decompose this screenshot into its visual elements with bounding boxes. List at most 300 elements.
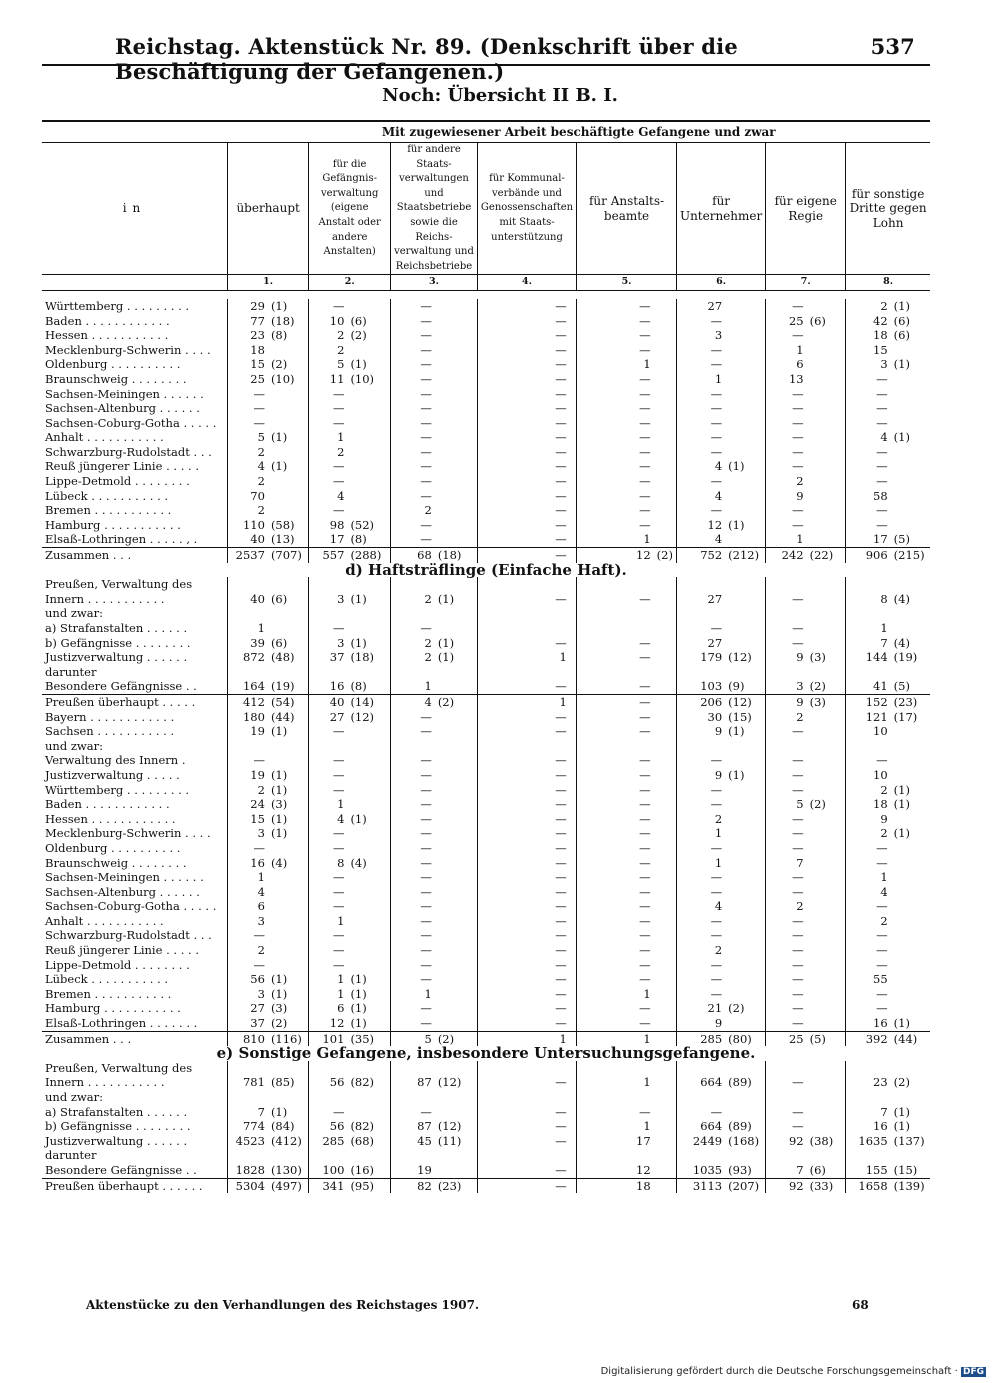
cell-value: — (577, 870, 654, 885)
table-row (42, 1016, 930, 1031)
cell-value: 2 (676, 943, 725, 958)
cell-parenthetical (435, 606, 478, 621)
cell-value: 7 (846, 636, 891, 651)
cell-parenthetical (435, 958, 478, 973)
cell-parenthetical: (1) (270, 1104, 288, 1119)
cell-parenthetical (268, 416, 309, 431)
cell-parenthetical: (1) (728, 724, 745, 739)
cell-parenthetical (435, 812, 478, 827)
cell-parenthetical: (288) (347, 548, 390, 563)
cell-value: — (766, 928, 807, 943)
row-label: Justizverwaltung . . . . . (45, 767, 180, 782)
cell-parenthetical (725, 812, 766, 827)
cell-value: — (676, 357, 725, 372)
cell-value: — (391, 885, 435, 900)
cell-value: — (309, 299, 348, 314)
cell-value: 12 (676, 518, 725, 533)
table-row (42, 1001, 930, 1016)
cell-value: 25 (766, 1031, 807, 1046)
row-label: Preußen überhaupt . . . . . (42, 694, 227, 709)
cell-parenthetical: (6) (270, 635, 288, 650)
cell-parenthetical (725, 1148, 766, 1163)
cell-value: 3 (676, 328, 725, 343)
cell-value: — (309, 826, 348, 841)
cell-value: — (391, 812, 435, 827)
cell-parenthetical (435, 430, 478, 445)
cell-value: 16 (227, 856, 267, 871)
cell-parenthetical (347, 416, 390, 431)
cell-value (766, 606, 807, 621)
cell-value: 1 (309, 914, 348, 929)
cell-parenthetical (725, 387, 766, 402)
cell-value (477, 1090, 569, 1105)
cell-value: — (766, 636, 807, 651)
cell-parenthetical (435, 710, 478, 725)
cell-value: — (846, 958, 891, 973)
cell-value: — (766, 1105, 807, 1120)
cell-parenthetical (570, 841, 577, 856)
cell-parenthetical (654, 1075, 677, 1090)
cell-value: 7 (227, 1105, 267, 1120)
cell-parenthetical (570, 459, 577, 474)
cell-value: 1 (577, 532, 654, 547)
cell-value: — (577, 343, 654, 358)
cell-value: — (577, 416, 654, 431)
cell-value: — (577, 489, 654, 504)
cell-value: — (309, 621, 348, 636)
cell-value: — (477, 489, 569, 504)
cell-parenthetical (807, 958, 846, 973)
cell-parenthetical (654, 387, 677, 402)
cell-parenthetical (570, 1061, 577, 1076)
cell-parenthetical (891, 870, 930, 885)
cell-parenthetical: (6) (809, 313, 826, 328)
cell-value: — (846, 518, 891, 533)
cell-parenthetical (807, 739, 846, 754)
cell-parenthetical: (5) (893, 679, 910, 694)
cell-value: 144 (846, 650, 891, 665)
cell-value (577, 577, 654, 592)
cell-value: — (477, 856, 569, 871)
cell-value: — (846, 372, 891, 387)
table-row (42, 1163, 930, 1178)
cell-parenthetical: (1) (728, 459, 745, 474)
cell-parenthetical (268, 841, 309, 856)
table-row (42, 856, 930, 871)
cell-value: 16 (309, 679, 348, 694)
cell-value: — (676, 343, 725, 358)
cell-parenthetical (435, 870, 478, 885)
cell-parenthetical (891, 474, 930, 489)
cell-value: — (391, 1105, 435, 1120)
cell-parenthetical (725, 783, 766, 798)
cell-parenthetical (654, 577, 677, 592)
cell-parenthetical (654, 826, 677, 841)
cell-parenthetical (725, 299, 766, 314)
cell-value: 23 (227, 328, 267, 343)
cell-parenthetical (725, 503, 766, 518)
cell-parenthetical (435, 445, 478, 460)
row-label: darunter (45, 664, 97, 679)
cell-parenthetical (570, 914, 577, 929)
cell-parenthetical: (1) (893, 298, 910, 313)
table-row (42, 1090, 930, 1105)
cell-value: 4 (846, 885, 891, 900)
cell-value (846, 1148, 891, 1163)
cell-parenthetical: (58) (270, 517, 295, 532)
table-row (42, 914, 930, 929)
cell-parenthetical (435, 314, 478, 329)
cell-value: — (391, 870, 435, 885)
cell-value (577, 1061, 654, 1076)
cell-value: 12 (577, 548, 654, 563)
cell-value: — (477, 357, 569, 372)
cell-parenthetical (435, 1001, 478, 1016)
cell-parenthetical: (12) (350, 709, 375, 724)
cell-value: — (477, 826, 569, 841)
cell-parenthetical: (215) (891, 548, 930, 563)
cell-parenthetical: (8) (350, 532, 367, 547)
cell-parenthetical (347, 489, 390, 504)
cell-parenthetical (725, 972, 766, 987)
cell-parenthetical: (6) (893, 328, 910, 343)
cell-value: 1 (577, 987, 654, 1002)
cell-parenthetical: (2) (435, 694, 478, 709)
cell-value (477, 665, 569, 680)
cell-value (391, 606, 435, 621)
cell-parenthetical (435, 1105, 478, 1120)
cell-value: 40 (309, 694, 348, 709)
cell-value: — (309, 401, 348, 416)
cell-value: — (477, 548, 569, 563)
cell-value: 3 (227, 826, 267, 841)
cell-value: — (676, 401, 725, 416)
table-row (42, 357, 930, 372)
cell-value (676, 1090, 725, 1105)
cell-parenthetical (725, 928, 766, 943)
cell-parenthetical: (18) (435, 548, 478, 563)
cell-value (766, 1148, 807, 1163)
cell-parenthetical (268, 1061, 309, 1076)
cell-value: 774 (227, 1119, 267, 1134)
cell-parenthetical: (4) (270, 855, 288, 870)
cell-parenthetical (570, 1163, 577, 1178)
cell-parenthetical (654, 445, 677, 460)
cell-parenthetical: (6) (350, 313, 367, 328)
cell-parenthetical (570, 856, 577, 871)
cell-value: 1 (391, 679, 435, 694)
cell-value: — (227, 753, 267, 768)
cell-value: 56 (309, 1119, 348, 1134)
cell-value: — (577, 372, 654, 387)
cell-parenthetical: (1) (270, 767, 288, 782)
cell-parenthetical (891, 387, 930, 402)
cell-parenthetical (891, 372, 930, 387)
cell-parenthetical: (8) (270, 328, 288, 343)
cell-value (391, 1061, 435, 1076)
cell-parenthetical (347, 870, 390, 885)
cell-value: 5 (766, 797, 807, 812)
cell-value: — (391, 518, 435, 533)
cell-parenthetical (435, 768, 478, 783)
cell-value: — (477, 1119, 569, 1134)
cell-value (676, 739, 725, 754)
cell-value: 101 (309, 1031, 348, 1046)
cell-value (577, 621, 654, 636)
cell-value: 7 (766, 856, 807, 871)
cell-parenthetical: (1) (350, 972, 367, 987)
cell-value: — (227, 958, 267, 973)
cell-value: — (309, 1105, 348, 1120)
cell-value: — (227, 841, 267, 856)
table-row (42, 724, 930, 739)
cell-value: 103 (676, 679, 725, 694)
cell-parenthetical: (1) (893, 1016, 910, 1031)
cell-value: — (577, 636, 654, 651)
cell-parenthetical (654, 856, 677, 871)
cell-value: — (846, 445, 891, 460)
cell-value: 2 (766, 710, 807, 725)
cell-parenthetical: (1) (893, 782, 910, 797)
cell-value: — (846, 928, 891, 943)
cell-parenthetical (570, 724, 577, 739)
cell-value: 2 (309, 328, 348, 343)
cell-value: 1 (766, 532, 807, 547)
cell-parenthetical (570, 1105, 577, 1120)
cell-parenthetical: (13) (270, 532, 295, 547)
table-row (42, 841, 930, 856)
row-label: Besondere Gefängnisse . . (45, 1162, 197, 1177)
cell-parenthetical (347, 958, 390, 973)
cell-parenthetical (891, 401, 930, 416)
row-label: Baden . . . . . . . . . . . . (45, 797, 170, 812)
row-label: Lübeck . . . . . . . . . . . (45, 972, 169, 987)
cell-value: 164 (227, 679, 267, 694)
cell-parenthetical: (2) (809, 679, 826, 694)
row-label: Lippe-Detmold . . . . . . . . (45, 957, 190, 972)
cell-value: 1 (309, 987, 348, 1002)
cell-parenthetical (807, 1105, 846, 1120)
cell-value: — (766, 826, 807, 841)
cell-parenthetical (435, 357, 478, 372)
cell-parenthetical: (1) (893, 797, 910, 812)
cell-parenthetical (807, 783, 846, 798)
cell-parenthetical (807, 343, 846, 358)
cell-parenthetical (347, 387, 390, 402)
cell-parenthetical: (95) (347, 1178, 390, 1193)
cell-parenthetical: (2) (809, 797, 826, 812)
cell-parenthetical (654, 679, 677, 694)
row-label: Innern . . . . . . . . . . . (45, 591, 165, 606)
cell-parenthetical (570, 928, 577, 943)
cell-value: 1 (577, 357, 654, 372)
cell-value: — (477, 343, 569, 358)
cell-value: 17 (846, 532, 891, 547)
cell-value: — (676, 474, 725, 489)
cell-value: — (577, 445, 654, 460)
cell-parenthetical (725, 943, 766, 958)
cell-parenthetical (654, 797, 677, 812)
cell-parenthetical (435, 899, 478, 914)
cell-value: — (577, 650, 654, 665)
cell-parenthetical (435, 987, 478, 1002)
cell-parenthetical: (1) (270, 826, 288, 841)
cell-parenthetical (654, 1105, 677, 1120)
row-label: Bremen . . . . . . . . . . . (45, 503, 172, 518)
cell-value (577, 1148, 654, 1163)
cell-value: 412 (227, 694, 267, 709)
cell-value: — (477, 972, 569, 987)
cell-parenthetical: (137) (893, 1133, 925, 1148)
cell-parenthetical (725, 606, 766, 621)
table-row (42, 445, 930, 460)
cell-parenthetical: (3) (809, 650, 826, 665)
cell-value: — (846, 474, 891, 489)
cell-value: 8 (309, 856, 348, 871)
cell-parenthetical (268, 928, 309, 943)
cell-parenthetical (891, 459, 930, 474)
cell-value: 9 (766, 650, 807, 665)
cell-value (577, 1090, 654, 1105)
cell-value: — (846, 753, 891, 768)
cell-parenthetical: (1) (893, 826, 910, 841)
row-label: Sachsen-Coburg-Gotha . . . . . (45, 899, 217, 914)
col-heading-8: für sonstige Dritte gegen Lohn (846, 143, 930, 275)
row-label: Württemberg . . . . . . . . . (45, 782, 190, 797)
row-label: Hessen . . . . . . . . . . . . (45, 811, 176, 826)
cell-value: 285 (676, 1031, 725, 1046)
cell-value: — (676, 987, 725, 1002)
cell-parenthetical (807, 1061, 846, 1076)
cell-value: 179 (676, 650, 725, 665)
cell-value: 3113 (676, 1178, 725, 1193)
cell-parenthetical (807, 856, 846, 871)
table-row (42, 1119, 930, 1134)
cell-value: — (477, 885, 569, 900)
table-row (42, 812, 930, 827)
cell-parenthetical (807, 841, 846, 856)
cell-parenthetical (891, 987, 930, 1002)
cell-value: 27 (309, 710, 348, 725)
cell-value: — (391, 768, 435, 783)
table-row (42, 592, 930, 607)
cell-parenthetical (891, 343, 930, 358)
cell-value: 45 (391, 1134, 435, 1149)
cell-parenthetical (570, 1090, 577, 1105)
cell-value (309, 739, 348, 754)
cell-parenthetical (807, 1075, 846, 1090)
cell-value: 3 (309, 592, 348, 607)
cell-parenthetical (654, 503, 677, 518)
cell-value: — (391, 972, 435, 987)
subtotal-row (42, 694, 930, 709)
cell-value: — (766, 783, 807, 798)
cell-value: 17 (309, 532, 348, 547)
cell-parenthetical (570, 826, 577, 841)
cell-value: 4 (676, 532, 725, 547)
cell-value: — (391, 474, 435, 489)
cell-value: — (676, 621, 725, 636)
cell-value: 3 (766, 679, 807, 694)
row-label: und zwar: (45, 1090, 103, 1104)
cell-value: — (391, 856, 435, 871)
cell-parenthetical (725, 958, 766, 973)
col-heading-1: überhaupt (227, 143, 308, 275)
cell-value: — (477, 1075, 569, 1090)
row-label: Anhalt . . . . . . . . . . . (45, 913, 164, 928)
cell-value: 27 (676, 299, 725, 314)
cell-value: 1 (309, 797, 348, 812)
cell-value (577, 739, 654, 754)
cell-value: — (391, 958, 435, 973)
cell-parenthetical (891, 1061, 930, 1076)
cell-parenthetical (570, 768, 577, 783)
col-number-1: 1. (227, 275, 308, 291)
cell-value: — (477, 1163, 569, 1178)
cell-parenthetical: (116) (268, 1031, 309, 1046)
cell-parenthetical: (212) (725, 548, 766, 563)
cell-value: 2 (391, 592, 435, 607)
cell-parenthetical (891, 812, 930, 827)
cell-parenthetical: (1) (270, 724, 288, 739)
cell-value (766, 739, 807, 754)
cell-value: — (577, 314, 654, 329)
cell-parenthetical (654, 870, 677, 885)
cell-value: — (391, 372, 435, 387)
cell-value: — (391, 430, 435, 445)
row-label: Schwarzburg-Rudolstadt . . . (45, 444, 212, 459)
cell-parenthetical (654, 416, 677, 431)
cell-value: 1 (577, 1075, 654, 1090)
cell-parenthetical: (10) (350, 371, 375, 386)
cell-parenthetical (654, 489, 677, 504)
cell-parenthetical (807, 724, 846, 739)
cell-value: — (391, 459, 435, 474)
cell-value: 29 (227, 299, 267, 314)
cell-value: — (309, 783, 348, 798)
cell-value: 1 (477, 650, 569, 665)
cell-value: — (766, 958, 807, 973)
cell-value: — (577, 401, 654, 416)
cell-value: — (676, 914, 725, 929)
cell-value: 3 (309, 636, 348, 651)
cell-parenthetical (570, 518, 577, 533)
cell-parenthetical (435, 797, 478, 812)
cell-parenthetical: (707) (268, 548, 309, 563)
cell-value: — (676, 430, 725, 445)
cell-parenthetical (725, 753, 766, 768)
cell-parenthetical (570, 694, 577, 709)
cell-value: 9 (676, 1016, 725, 1031)
row-label: Bayern . . . . . . . . . . . . (45, 709, 175, 724)
cell-parenthetical (435, 1090, 478, 1105)
cell-parenthetical (570, 577, 577, 592)
cell-value: 2 (676, 812, 725, 827)
cell-value: — (766, 459, 807, 474)
cell-parenthetical (725, 636, 766, 651)
row-label: b) Gefängnisse . . . . . . . . (45, 1119, 191, 1134)
cell-parenthetical (347, 753, 390, 768)
cell-value: 2 (846, 826, 891, 841)
cell-value: — (577, 753, 654, 768)
cell-parenthetical (268, 503, 309, 518)
cell-parenthetical: (18) (270, 313, 295, 328)
cell-value: — (477, 899, 569, 914)
cell-parenthetical (570, 710, 577, 725)
cell-value: — (676, 972, 725, 987)
cell-parenthetical (570, 401, 577, 416)
cell-parenthetical (570, 1119, 577, 1134)
